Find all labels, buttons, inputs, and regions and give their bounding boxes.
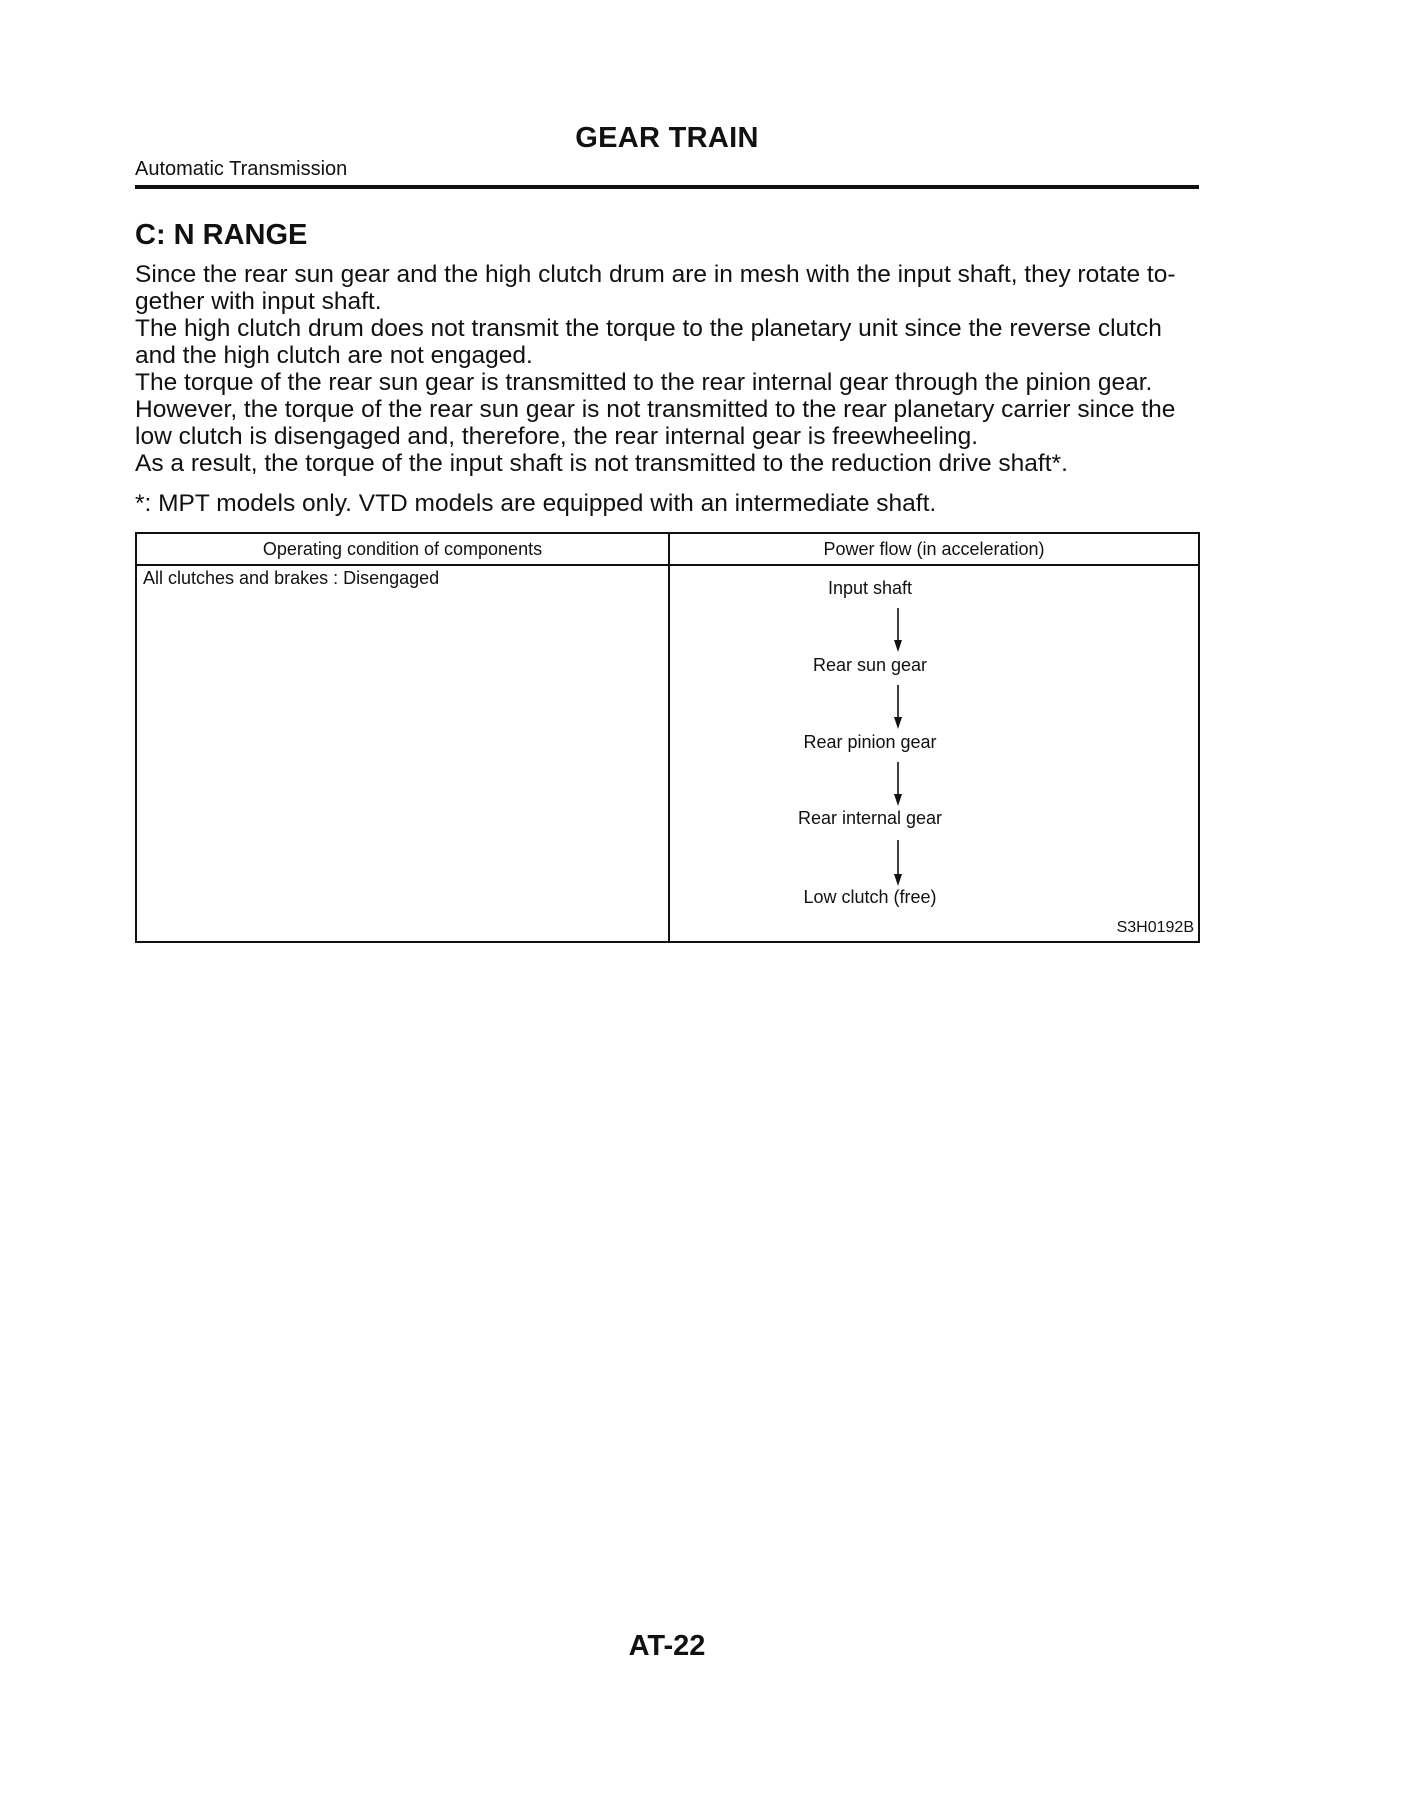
section-heading: C: N RANGE [135,219,308,251]
header-rule [135,185,1199,189]
down-arrow-icon [892,840,904,886]
figure-id: S3H0192B [1116,919,1194,936]
power-flow-diagram [670,566,1198,941]
down-arrow-icon [892,762,904,806]
page-number: AT-22 [628,1630,706,1662]
body-text [135,261,1201,477]
column-header-condition: Operating condition of components [262,539,543,559]
column-header-power-flow: Power flow (in acceleration) [823,539,1045,559]
flow-step-input-shaft: Input shaft [827,578,913,598]
down-arrow-icon [892,685,904,729]
flow-step-rear-internal-gear: Rear internal gear [797,808,943,828]
page-header-subtitle: Automatic Transmission [135,158,348,180]
page-header-title: GEAR TRAIN [575,122,759,154]
paragraph: Since the rear sun gear and the high clutch drum are in mesh with the input shaft, they rotate to-gether with input shaft. [135,261,1176,315]
footnote: *: MPT models only. VTD models are equipped with an intermediate shaft. [135,490,937,517]
down-arrow-icon [892,608,904,652]
paragraph: The high clutch drum does not transmit the torque to the planetary unit since the reverse clutch and the high clutch are not engaged. [135,315,1162,369]
condition-cell: All clutches and brakes : Disengaged [143,568,440,588]
flow-step-rear-pinion-gear: Rear pinion gear [803,732,937,752]
paragraph: As a result, the torque of the input shaft is not transmitted to the reduction drive shaft*. [135,450,1068,477]
flow-step-rear-sun-gear: Rear sun gear [812,655,928,675]
paragraph: The torque of the rear sun gear is transmitted to the rear internal gear through the pinion gear. However, the torque of the rear sun gear is not transmitted to the rear planetary carrier since the low clutch is disengaged and, therefore, the rear internal gear is freewheeling. [135,369,1176,450]
operating-table [135,532,1200,943]
flow-step-low-clutch: Low clutch (free) [803,887,937,907]
